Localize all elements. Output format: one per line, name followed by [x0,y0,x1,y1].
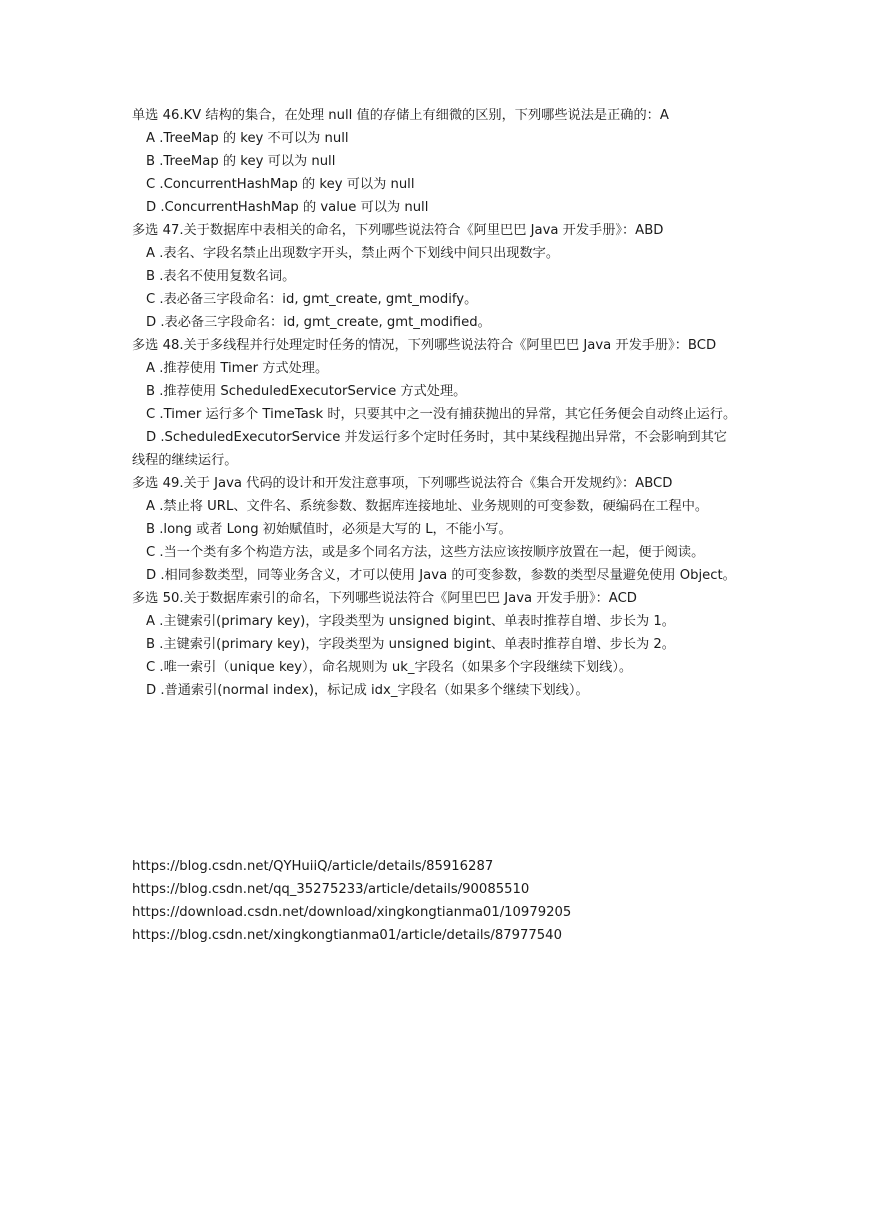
answer-option: D .ScheduledExecutorService 并发运行多个定时任务时，其中某线程抛出异常，不会影响到其它线程的继续运行。 [132,430,727,468]
answer-option: A .禁止将 URL、文件名、系统参数、数据库连接地址、业务规则的可变参数，硬编码在工程中。 [146,499,709,514]
answer-option: C .ConcurrentHashMap 的 key 可以为 null [146,177,415,192]
question-block [132,334,740,472]
answer-option: C .表必备三字段命名：id, gmt_create, gmt_modify。 [146,292,478,307]
reference-url[interactable]: https://download.csdn.net/download/xingkongtianma01/10979205 [132,905,572,920]
answer-option: C .当一个类有多个构造方法，或是多个同名方法，这些方法应该按顺序放置在一起，便于阅读。 [146,545,705,560]
reference-url[interactable]: https://blog.csdn.net/qq_35275233/article/details/90085510 [132,882,530,897]
reference-url[interactable]: https://blog.csdn.net/xingkongtianma01/article/details/87977540 [132,928,562,943]
answer-option: B .推荐使用 ScheduledExecutorService 方式处理。 [146,384,467,399]
question-block [132,472,740,587]
answer-option: B .表名不使用复数名词。 [146,269,296,284]
question-stem: 多选 48.关于多线程并行处理定时任务的情况，下列哪些说法符合《阿里巴巴 Java 开发手册》：BCD [132,338,717,353]
answer-option: D .相同参数类型，同等业务含义，才可以使用 Java 的可变参数，参数的类型尽量避免使用 Object。 [146,568,736,583]
question-stem: 多选 49.关于 Java 代码的设计和开发注意事项，下列哪些说法符合《集合开发规约》：ABCD [132,476,673,491]
reference-url[interactable]: https://blog.csdn.net/QYHuiiQ/article/details/85916287 [132,859,494,874]
answer-option: A .表名、字段名禁止出现数字开头，禁止两个下划线中间只出现数字。 [146,246,560,261]
question-block [132,104,740,219]
answer-option: A .推荐使用 Timer 方式处理。 [146,361,329,376]
answer-option: C .唯一索引（unique key），命名规则为 uk_字段名（如果多个字段继续下划线）。 [146,660,633,675]
reference-links [132,855,752,947]
question-stem: 单选 46.KV 结构的集合，在处理 null 值的存储上有细微的区别，下列哪些说法是正确的：A [132,108,669,123]
question-list [132,104,740,702]
answer-option: D .普通索引(normal index)，标记成 idx_字段名（如果多个继续下划线）。 [146,683,589,698]
answer-option: D .ConcurrentHashMap 的 value 可以为 null [146,200,429,215]
answer-option: A .主键索引(primary key)，字段类型为 unsigned bigint、单表时推荐自增、步长为 1。 [146,614,675,629]
question-block [132,587,740,702]
answer-option: A .TreeMap 的 key 不可以为 null [146,131,349,146]
question-stem: 多选 50.关于数据库索引的命名，下列哪些说法符合《阿里巴巴 Java 开发手册》：ACD [132,591,637,606]
answer-option: B .long 或者 Long 初始赋值时，必须是大写的 L，不能小写。 [146,522,512,537]
answer-option: B .TreeMap 的 key 可以为 null [146,154,336,169]
answer-option: C .Timer 运行多个 TimeTask 时，只要其中之一没有捕获抛出的异常，其它任务便会自动终止运行。 [146,407,737,422]
answer-option: B .主键索引(primary key)，字段类型为 unsigned bigint、单表时推荐自增、步长为 2。 [146,637,675,652]
answer-option: D .表必备三字段命名：id, gmt_create, gmt_modified。 [146,315,491,330]
question-block [132,219,740,334]
question-stem: 多选 47.关于数据库中表相关的命名，下列哪些说法符合《阿里巴巴 Java 开发手册》：ABD [132,223,664,238]
